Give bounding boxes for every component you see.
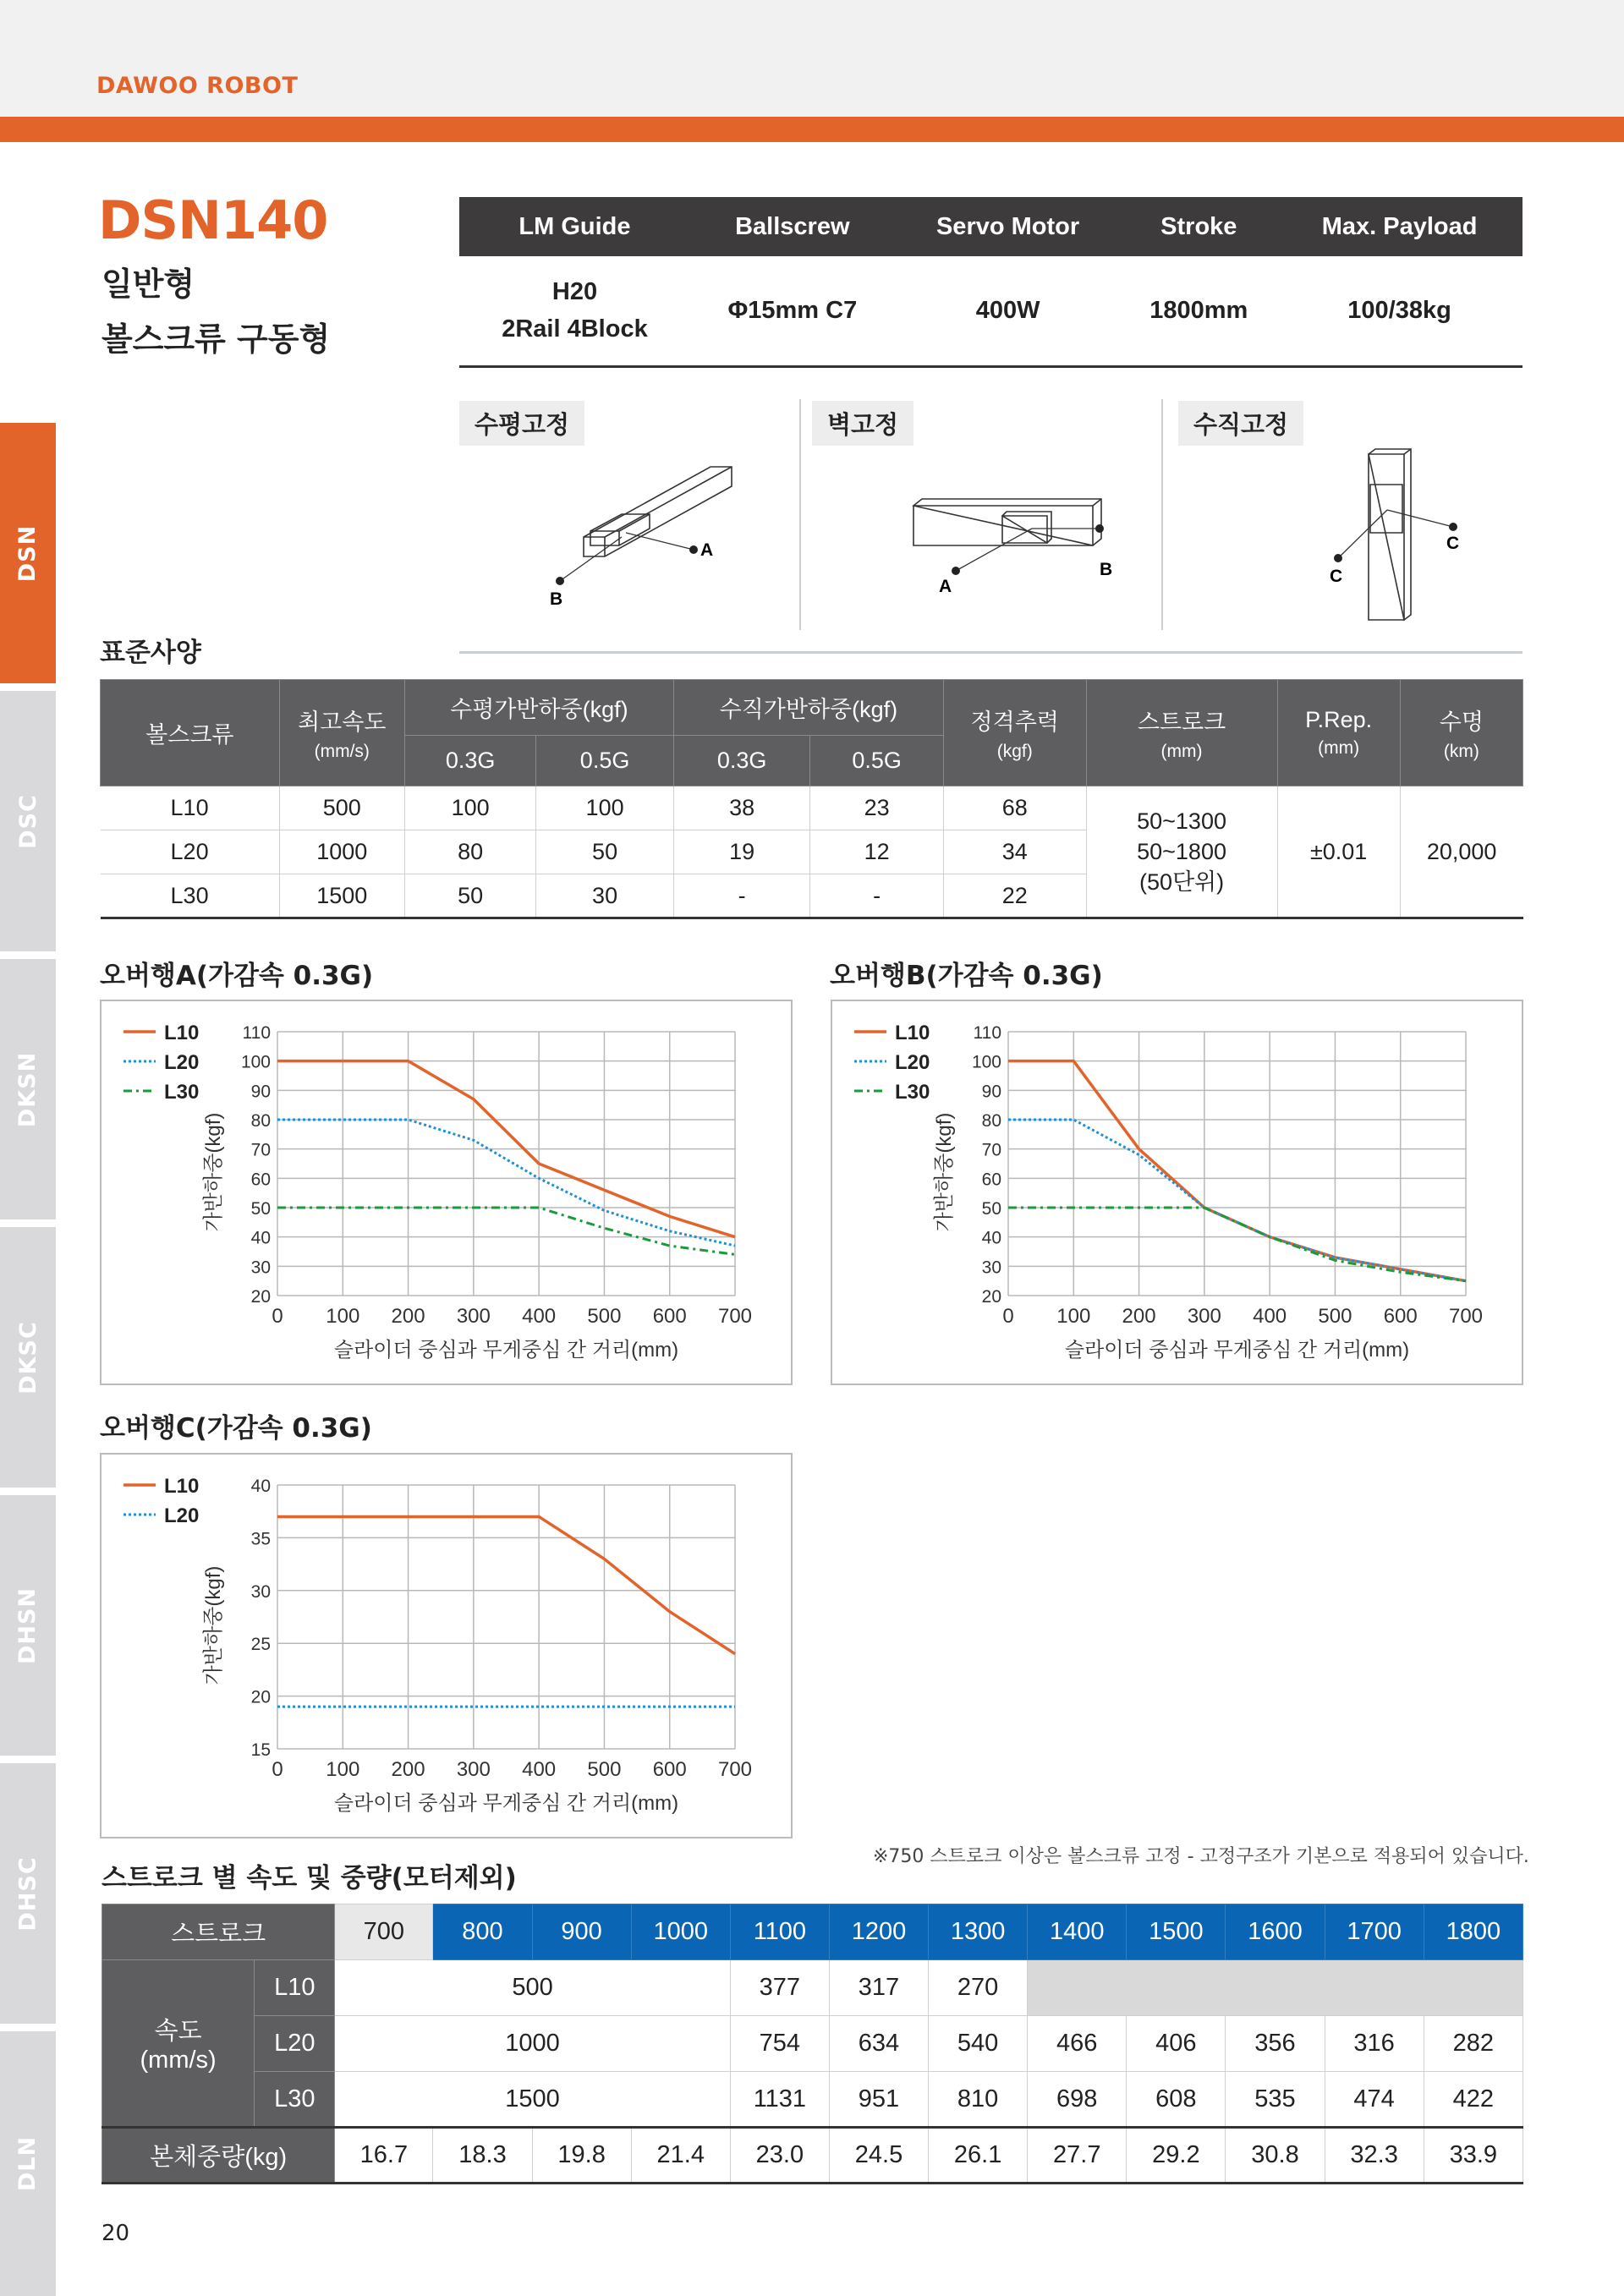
y-tick-label: 35 (250, 1529, 271, 1549)
mount-divider (799, 399, 801, 630)
cell-speed: 951 (829, 2072, 928, 2128)
stroke-col: 700 (335, 1904, 433, 1960)
cell-weight: 32.3 (1325, 2128, 1424, 2184)
chart-b (831, 1000, 1523, 1385)
x-tick-label: 600 (1383, 1305, 1418, 1328)
stroke-col: 1100 (730, 1904, 829, 1960)
stroke-col: 900 (532, 1904, 631, 1960)
y-tick-label: 60 (981, 1170, 1001, 1190)
mount-wall-label: 벽고정 (812, 401, 914, 446)
legend-label: L20 (164, 1504, 200, 1527)
spec-header: LM Guide (459, 197, 690, 256)
chart-c-title: 오버행C(가감속 0.3G) (100, 1413, 372, 1444)
th-g: 0.3G (673, 736, 810, 786)
y-tick-label: 40 (250, 1228, 271, 1248)
cell-speed: 810 (929, 2072, 1028, 2128)
legend-label: L20 (164, 1051, 200, 1074)
th-ballscrew: 볼스크류 (101, 680, 280, 786)
y-tick-label: 40 (981, 1228, 1001, 1248)
stroke-col: 1800 (1424, 1904, 1522, 1960)
x-tick-label: 100 (326, 1758, 360, 1781)
y-tick-label: 50 (250, 1199, 271, 1219)
y-tick-label: 100 (240, 1052, 271, 1072)
cell-speed: 698 (1028, 2072, 1127, 2128)
th-g: 0.5G (810, 736, 943, 786)
th-life (1400, 680, 1522, 786)
cell-speed: 500 (279, 786, 404, 830)
th-prep-text: P.Rep. (1305, 707, 1373, 732)
y-tick-label: 30 (981, 1258, 1001, 1278)
th-prep-unit: (mm) (1318, 738, 1360, 758)
cell-thrust: 68 (943, 786, 1086, 830)
row-model: L20 (255, 2016, 335, 2072)
cell-h03: 100 (404, 786, 535, 830)
th-speed-text: 최고속도 (298, 710, 387, 735)
th-thrust (943, 680, 1086, 786)
point-a-label: A (939, 577, 952, 596)
stroke-speed-table (102, 1904, 1523, 2184)
x-tick-label: 300 (456, 1758, 491, 1781)
cell-weight: 23.0 (730, 2128, 829, 2184)
y-axis-label: 가반하중(kgf) (202, 1112, 225, 1232)
side-tab-dln[interactable] (0, 2031, 56, 2296)
vertical-mount-diagram (1320, 444, 1472, 626)
y-tick-label: 20 (250, 1287, 271, 1307)
cell-speed: 540 (929, 2016, 1028, 2072)
th-stroke (1086, 680, 1277, 786)
weight-row (102, 2128, 1523, 2184)
legend-label: L10 (895, 1022, 930, 1044)
cell-weight: 16.7 (335, 2128, 433, 2184)
spec-servo: 400W (895, 256, 1122, 366)
stroke-header-row (102, 1904, 1523, 1960)
series-line-l20 (277, 1120, 735, 1246)
stroke-col: 1200 (829, 1904, 928, 1960)
y-tick-label: 80 (250, 1111, 271, 1131)
spec-stroke: 1800mm (1121, 256, 1276, 366)
cell-speed: 356 (1226, 2016, 1325, 2072)
y-tick-label: 40 (250, 1477, 271, 1496)
cell-h05: 100 (536, 786, 674, 830)
subtitle-type: 일반형 (102, 266, 195, 303)
legend-label: L30 (895, 1081, 930, 1104)
cell-model: L20 (101, 830, 280, 874)
side-tab-dhsn[interactable] (0, 1495, 56, 1756)
x-tick-label: 300 (456, 1305, 491, 1328)
legend-label: L20 (895, 1051, 930, 1074)
side-tab-dsn[interactable] (0, 423, 56, 683)
x-tick-label: 700 (717, 1305, 753, 1328)
orange-accent-bar (0, 117, 1624, 142)
cell-v03: 38 (673, 786, 810, 830)
cell-thrust: 22 (943, 874, 1086, 918)
y-tick-label: 100 (971, 1052, 1001, 1072)
spec-lm-line1: H20 (551, 278, 598, 306)
cell-speed: 316 (1325, 2016, 1424, 2072)
y-axis-label: 가반하중(kgf) (202, 1565, 225, 1685)
th-vertical-load: 수직가반하중(kgf) (673, 680, 943, 736)
legend-label: L30 (164, 1081, 200, 1104)
side-tab-dksn[interactable] (0, 959, 56, 1219)
side-tab-label: DKSC (14, 1320, 41, 1395)
side-tab-label: DSC (14, 793, 41, 849)
y-tick-label: 90 (250, 1082, 271, 1102)
stroke-range-line: (50단위) (1138, 869, 1225, 895)
cell-speed: 406 (1127, 2016, 1226, 2072)
cell-v05: - (810, 874, 943, 918)
legend-label: L10 (164, 1475, 200, 1498)
cell-weight: 33.9 (1424, 2128, 1522, 2184)
cell-speed: 282 (1424, 2016, 1522, 2072)
y-tick-label: 25 (250, 1635, 271, 1655)
cell-weight: 19.8 (532, 2128, 631, 2184)
x-tick-label: 400 (522, 1305, 557, 1328)
cell-base-speed: 1000 (335, 2016, 731, 2072)
cell-speed: 466 (1028, 2016, 1127, 2072)
side-tab-label: DHSN (14, 1586, 41, 1664)
x-tick-label: 200 (1122, 1305, 1156, 1328)
weight-label: 본체중량(kg) (102, 2128, 335, 2184)
row-model: L30 (255, 2072, 335, 2128)
x-tick-label: 0 (272, 1305, 283, 1328)
mount-divider (1161, 399, 1163, 630)
y-tick-label: 50 (981, 1199, 1001, 1219)
th-speed-unit: (mm/s) (314, 742, 370, 761)
speed-label-line: 속도 (154, 2018, 202, 2045)
cell-speed: 1131 (730, 2072, 829, 2128)
x-tick-label: 0 (1002, 1305, 1014, 1328)
standard-spec-table (100, 679, 1523, 919)
side-tab-label: DLN (14, 2135, 41, 2192)
x-tick-label: 0 (272, 1758, 283, 1781)
chart-c (100, 1453, 793, 1838)
cell-h03: 50 (404, 874, 535, 918)
x-tick-label: 600 (652, 1758, 687, 1781)
cell-speed: 317 (829, 1960, 928, 2016)
top-header-band (0, 0, 1624, 117)
y-tick-label: 30 (250, 1581, 271, 1602)
cell-speed: 1500 (279, 874, 404, 918)
standard-spec-title: 표준사양 (100, 638, 201, 668)
x-axis-label: 슬라이더 중심과 무게중심 간 거리(mm) (1064, 1339, 1410, 1362)
stroke-table-title: 스트로크 별 속도 및 중량(모터제외) (102, 1863, 517, 1893)
stroke-note: ※750 스트로크 이상은 볼스크류 고정 - 고정구조가 기본으로 적용되어 있습니다. (873, 1846, 1529, 1867)
y-tick-label: 90 (981, 1082, 1001, 1102)
cell-h03: 80 (404, 830, 535, 874)
th-prep (1277, 680, 1400, 786)
horizontal-mount-diagram (541, 448, 744, 617)
chart-b-title: 오버행B(가감속 0.3G) (830, 961, 1103, 991)
cell-h05: 50 (536, 830, 674, 874)
x-tick-label: 100 (326, 1305, 360, 1328)
series-line-l10 (1008, 1061, 1466, 1281)
chart-a (100, 1000, 793, 1385)
th-stroke-unit: (mm) (1160, 742, 1203, 761)
divider-line (459, 651, 1522, 654)
y-tick-label: 110 (973, 1023, 1001, 1043)
cell-weight: 27.7 (1028, 2128, 1127, 2184)
side-tab-dksc[interactable] (0, 1227, 56, 1488)
th-g: 0.3G (404, 736, 535, 786)
point-b-label: B (550, 589, 563, 609)
stroke-range-line: 50~1300 (1137, 808, 1226, 834)
cell-weight: 21.4 (631, 2128, 730, 2184)
cell-weight: 24.5 (829, 2128, 928, 2184)
cell-prep: ±0.01 (1277, 786, 1400, 918)
wall-mount-diagram (897, 490, 1116, 609)
x-tick-label: 200 (391, 1305, 425, 1328)
th-thrust-text: 정격추력 (970, 710, 1059, 735)
y-tick-label: 80 (981, 1111, 1001, 1131)
cell-base-speed: 500 (335, 1960, 731, 2016)
cell-model: L30 (101, 874, 280, 918)
y-axis-label: 가반하중(kgf) (933, 1112, 956, 1232)
x-axis-label: 슬라이더 중심과 무게중심 간 거리(mm) (333, 1339, 679, 1362)
th-stroke-text: 스트로크 (1137, 710, 1226, 735)
y-tick-label: 20 (250, 1687, 271, 1707)
th-life-text: 수명 (1439, 710, 1484, 735)
side-tab-label: DHSC (14, 1855, 41, 1932)
speed-label-line: (mm/s) (140, 2047, 217, 2074)
x-tick-label: 100 (1056, 1305, 1091, 1328)
cell-weight: 18.3 (433, 2128, 532, 2184)
stroke-col: 1400 (1028, 1904, 1127, 1960)
mount-vertical-label: 수직고정 (1178, 401, 1303, 446)
y-tick-label: 60 (250, 1170, 271, 1190)
cell-empty (1028, 1960, 1523, 2016)
spec-payload: 100/38kg (1276, 256, 1522, 366)
spec-header: Ballscrew (690, 197, 895, 256)
spec-header: Servo Motor (895, 197, 1122, 256)
stroke-col: 800 (433, 1904, 532, 1960)
cell-weight: 26.1 (929, 2128, 1028, 2184)
spec-header: Stroke (1121, 197, 1276, 256)
x-tick-label: 400 (522, 1758, 557, 1781)
cell-speed: 270 (929, 1960, 1028, 2016)
y-tick-label: 110 (242, 1023, 271, 1043)
legend-label: L10 (164, 1022, 200, 1044)
cell-h05: 30 (536, 874, 674, 918)
stroke-col: 1700 (1325, 1904, 1424, 1960)
cell-weight: 30.8 (1226, 2128, 1325, 2184)
spec-header: Max. Payload (1276, 197, 1522, 256)
cell-v03: 19 (673, 830, 810, 874)
side-tab-dhsc[interactable] (0, 1763, 56, 2024)
model-title: DSN140 (98, 189, 328, 251)
stroke-col: 1300 (929, 1904, 1028, 1960)
stroke-col: 1600 (1226, 1904, 1325, 1960)
stroke-col: 1500 (1127, 1904, 1226, 1960)
chart-a-title: 오버행A(가감속 0.3G) (100, 961, 374, 991)
table-row (102, 2072, 1523, 2128)
point-a-label: A (700, 540, 714, 560)
y-tick-label: 70 (981, 1140, 1001, 1160)
th-horizontal-load: 수평가반하중(kgf) (404, 680, 673, 736)
cell-stroke-range (1086, 786, 1277, 918)
side-tab-label: DKSN (14, 1051, 41, 1127)
x-axis-label: 슬라이더 중심과 무게중심 간 거리(mm) (333, 1792, 679, 1815)
point-c-label: C (1330, 567, 1343, 586)
cell-thrust: 34 (943, 830, 1086, 874)
cell-speed: 422 (1424, 2072, 1522, 2128)
series-line-l20 (1008, 1120, 1466, 1281)
x-tick-label: 500 (1318, 1305, 1352, 1328)
side-tab-label: DSN (14, 524, 41, 582)
side-tab-dsc[interactable] (0, 691, 56, 951)
y-tick-label: 20 (981, 1287, 1001, 1307)
y-tick-label: 15 (250, 1740, 271, 1760)
table-row (102, 2016, 1523, 2072)
table-row (101, 786, 1523, 830)
y-tick-label: 30 (250, 1258, 271, 1278)
cell-speed: 754 (730, 2016, 829, 2072)
x-tick-label: 700 (1448, 1305, 1484, 1328)
cell-speed: 377 (730, 1960, 829, 2016)
mount-horizontal-label: 수평고정 (459, 401, 584, 446)
x-tick-label: 700 (717, 1758, 753, 1781)
cell-v05: 23 (810, 786, 943, 830)
row-model: L10 (255, 1960, 335, 2016)
table-row (102, 1960, 1523, 2016)
x-tick-label: 600 (652, 1305, 687, 1328)
cell-speed: 634 (829, 2016, 928, 2072)
cell-speed: 1000 (279, 830, 404, 874)
cell-speed: 535 (1226, 2072, 1325, 2128)
point-c-label: C (1446, 534, 1460, 553)
x-tick-label: 200 (391, 1758, 425, 1781)
x-tick-label: 400 (1253, 1305, 1287, 1328)
stroke-range-line: 50~1800 (1137, 839, 1226, 864)
cell-v05: 12 (810, 830, 943, 874)
brand-name: DAWOO ROBOT (96, 73, 299, 99)
point-b-label: B (1100, 560, 1113, 579)
x-tick-label: 500 (587, 1305, 622, 1328)
cell-speed: 608 (1127, 2072, 1226, 2128)
th-g: 0.5G (536, 736, 674, 786)
spec-lm-line2: 2Rail 4Block (502, 315, 648, 343)
th-life-unit: (km) (1443, 742, 1479, 761)
stroke-col: 1000 (631, 1904, 730, 1960)
stroke-head-label: 스트로크 (102, 1904, 335, 1960)
spec-lm-guide (459, 256, 690, 366)
th-speed (279, 680, 404, 786)
x-tick-label: 300 (1187, 1305, 1221, 1328)
cell-life: 20,000 (1400, 786, 1522, 918)
spec-table (459, 197, 1522, 368)
page-number: 20 (102, 2221, 130, 2246)
speed-label (102, 1960, 255, 2128)
subtitle-drive: 볼스크류 구동형 (102, 321, 331, 358)
spec-ballscrew: Φ15mm C7 (690, 256, 895, 366)
cell-model: L10 (101, 786, 280, 830)
cell-weight: 29.2 (1127, 2128, 1226, 2184)
cell-v03: - (673, 874, 810, 918)
th-thrust-unit: (kgf) (996, 742, 1033, 761)
cell-base-speed: 1500 (335, 2072, 731, 2128)
y-tick-label: 70 (250, 1140, 271, 1160)
cell-speed: 474 (1325, 2072, 1424, 2128)
x-tick-label: 500 (587, 1758, 622, 1781)
